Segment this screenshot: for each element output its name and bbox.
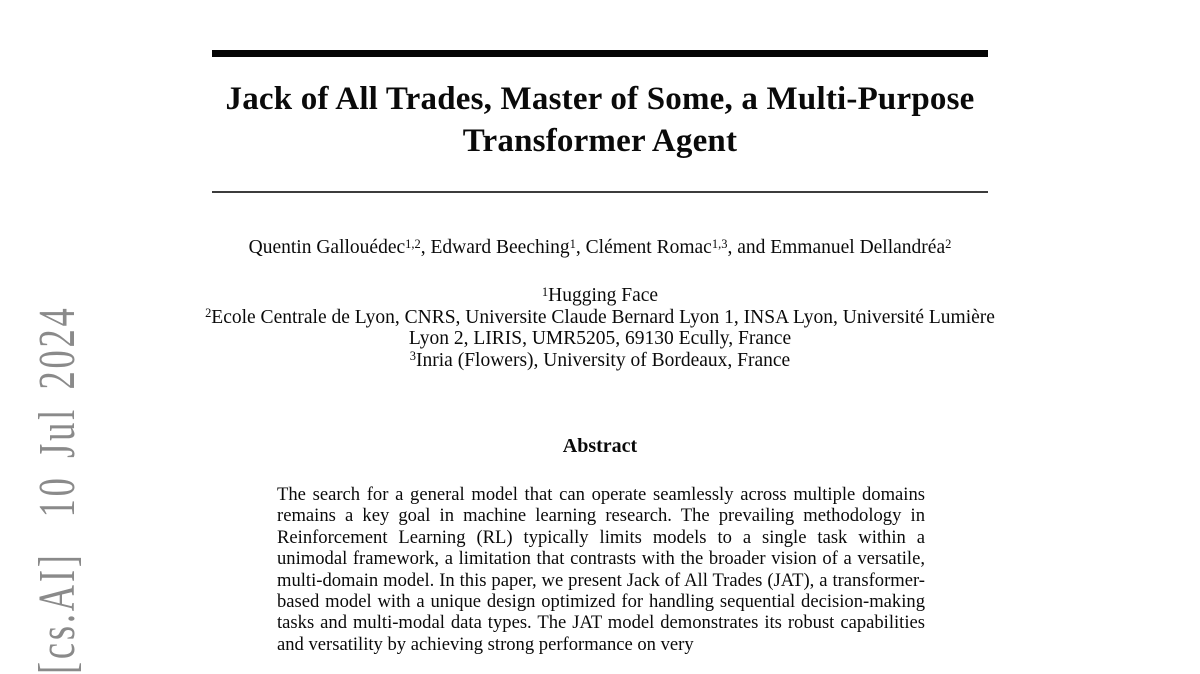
paper-title xyxy=(0,78,1200,162)
affiliation-line: $^3$Inria (Flowers), University of Bordeaux, France xyxy=(409,349,791,371)
affiliation-superscript: 3 xyxy=(409,349,417,364)
affiliations xyxy=(0,285,1200,371)
affiliation-line: $^1$Hugging Face xyxy=(541,284,659,306)
title-rule-bottom xyxy=(212,191,988,193)
affiliation-superscript: 1 xyxy=(541,284,549,299)
abstract-heading: Abstract xyxy=(562,435,638,457)
author-superscript: 2 xyxy=(945,236,952,251)
affiliation-superscript: 2 xyxy=(205,306,212,321)
title-rule-top xyxy=(212,50,988,57)
author-superscript: 1 xyxy=(569,236,576,251)
abstract-text: The search for a general model that can operate seamlessly across multiple domains remains a key goal in machine learning research. The prevailing methodology in Reinforcement Learning (RL) typically limits models to a single task within a unimodal framework, a limitation that contrasts with the broader vision of a versatile, multi-domain model. In this paper, we present Jack of All Trades (JAT), a transformer-based model with a unique design optimized for handling sequential decision-making tasks and multi-modal data types. The JAT model demonstrates its robust capabilities and versatility by achieving strong performance on very xyxy=(277,484,925,655)
author-superscript: 1,2 xyxy=(405,236,421,251)
arxiv-watermark: [cs.AI] 10 Jul 2024 xyxy=(29,305,86,674)
paper-title-line2: Transformer Agent xyxy=(462,123,738,159)
author-superscript: 1,3 xyxy=(711,236,728,251)
paper-title-line1: Jack of All Trades, Master of Some, a Multi-Purpose xyxy=(225,81,975,117)
affiliation-line: $^2$Ecole Centrale de Lyon, CNRS, Universite Claude Bernard Lyon 1, INSA Lyon, Université Lumière xyxy=(205,306,995,328)
affiliation-line: Lyon 2, LIRIS, UMR5205, 69130 Ecully, France xyxy=(408,328,792,349)
authors-line: Quentin Gallouédec$^{1,2}$, Edward Beeching$^1$, Clément Romac$^{1,3}$, and Emmanuel Dellandréa$^2$ xyxy=(248,236,952,258)
